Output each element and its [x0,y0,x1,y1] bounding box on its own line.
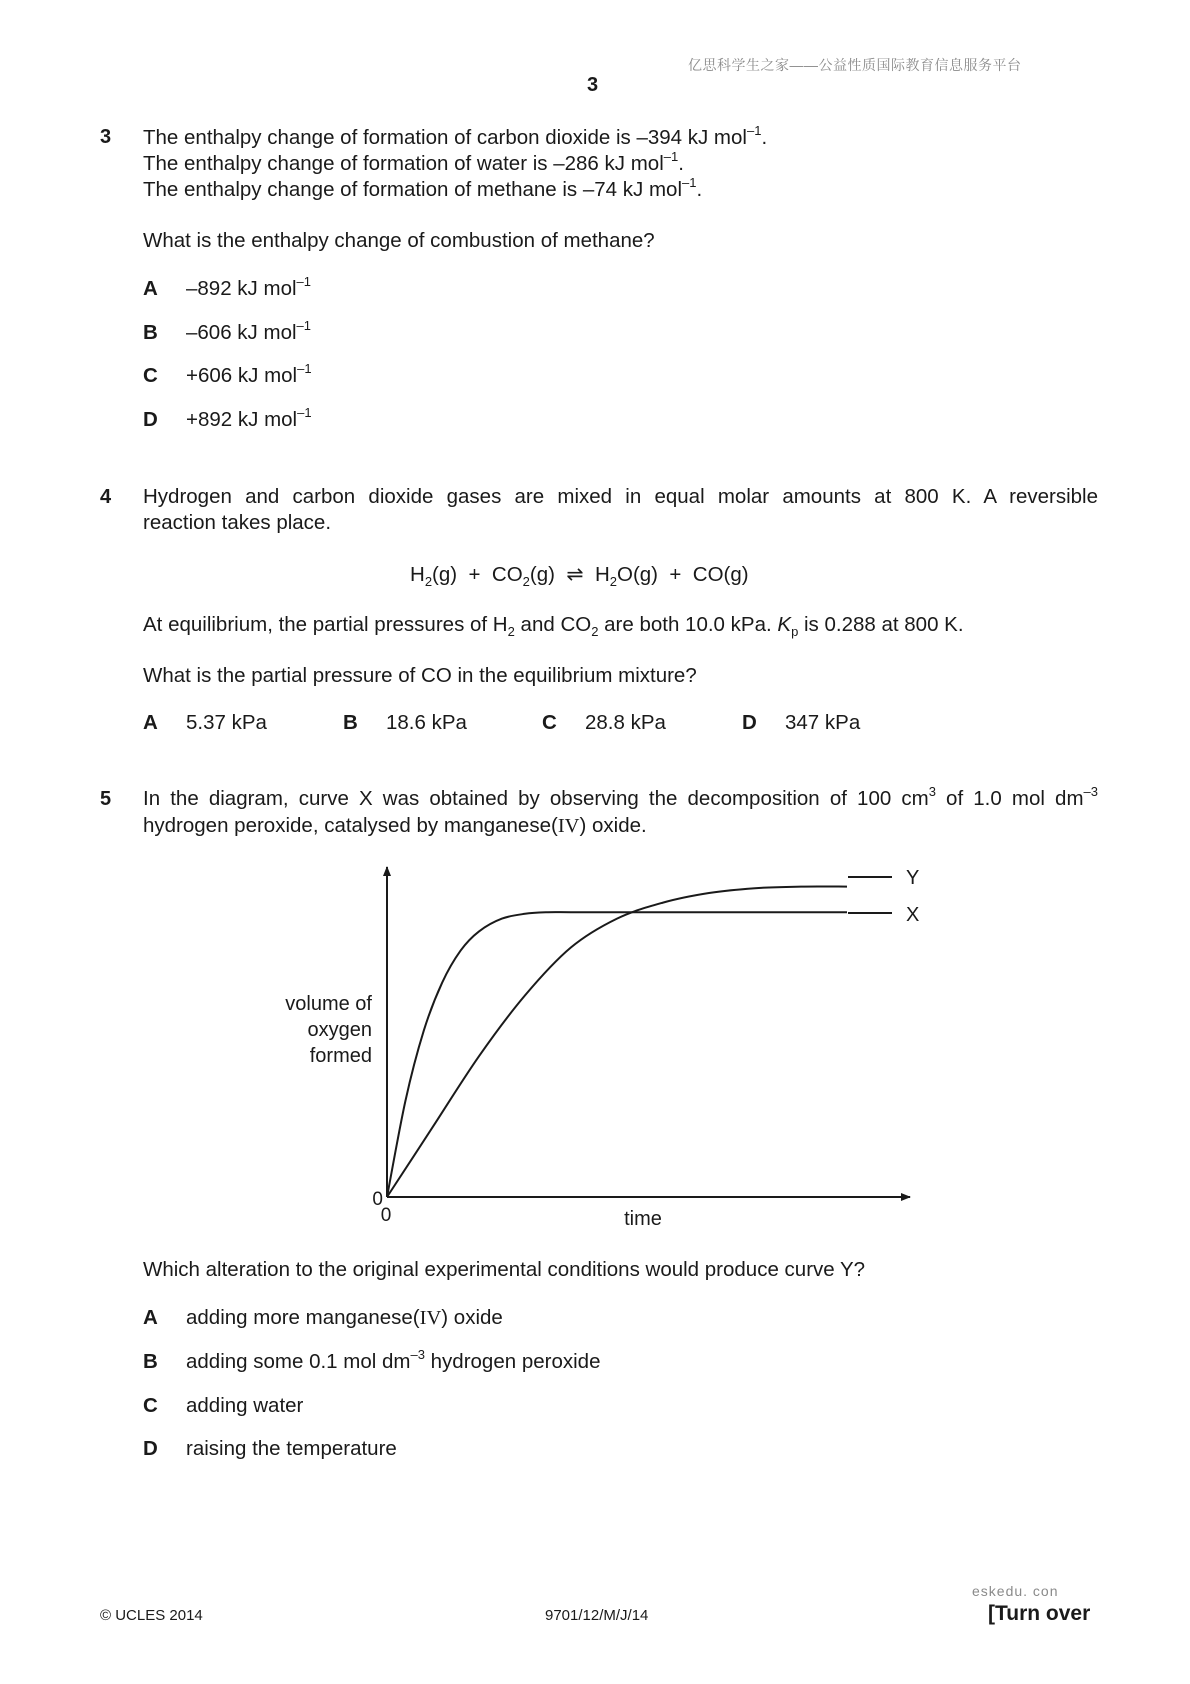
q3-option-d: +892 kJ mol$^{-1}$ [186,405,312,431]
curve-x [387,912,847,1197]
q5-option-a-letter: A [143,1306,158,1329]
q4-option-d: 347 kPa [785,711,861,734]
q3-option-d-letter: D [143,408,158,431]
y-axis-label-line-2: oxygen [307,1019,372,1041]
series-label-y: Y [906,867,920,889]
q3-line-1: The enthalpy change of formation of carbon dioxide is –394 kJ mol$^{-1}$. [143,123,768,149]
x-axis-label: time [624,1208,662,1230]
q3-option-b-letter: B [143,321,158,344]
q5-option-d-letter: D [143,1437,158,1460]
q3-option-a-letter: A [143,277,158,300]
equilibrium-arrow: ⇌ [566,562,584,586]
q5-option-b-letter: B [143,1350,158,1373]
q5-option-b: adding some 0.1 mol $dm^{-3}$ hydrogen peroxide [186,1347,601,1373]
q4-equation: $H_2(g) + CO_2(g)$ ⇌ $H_2O(g) + CO(g)$ [410,562,749,589]
oxygen-volume-chart [240,855,940,1245]
paper-code: 9701/12/M/J/14 [545,1607,649,1624]
origin-y-label: 0 [372,1189,383,1210]
copyright: © UCLES 2014 [100,1607,203,1624]
y-axis-label-line-3: formed [309,1045,372,1067]
q4-option-b: 18.6 kPa [386,711,467,734]
q4-option-b-letter: B [343,711,358,734]
q3-option-a: –892 kJ mol$^{-1}$ [186,274,311,300]
page-number: 3 [587,74,599,96]
q4-option-a-letter: A [143,711,158,734]
series-label-x: X [906,904,920,926]
q3-line-3: The enthalpy change of formation of methane is –74 kJ mol$^{-1}$. [143,175,703,201]
q5-line-1: In the diagram, curve X was obtained by observing the decomposition of 100 $cm^3$ of 1.0 mol $dm^{-3}$ [143,784,1098,810]
q3-option-c-letter: C [143,364,158,387]
origin-x-label: 0 [380,1205,392,1226]
q5-option-a: adding more manganese(IV) oxide [186,1306,503,1329]
y-axis-label-line-1: volume of [285,993,372,1015]
footer-watermark: eskedu. con [972,1583,1059,1599]
q3-option-c: +606 kJ mol$^{-1}$ [186,361,312,387]
question-number-5: 5 [100,788,112,810]
q4-option-a: 5.37 kPa [186,711,267,734]
q3-line-2: The enthalpy change of formation of water is –286 kJ mol$^{-1}$. [143,149,684,175]
turn-over: [Turn over [988,1602,1091,1625]
q5-question: Which alteration to the original experimental conditions would produce curve Y? [143,1258,866,1281]
q4-option-c-letter: C [542,711,557,734]
q5-line-2: hydrogen peroxide, catalysed by manganese(IV) oxide. [143,814,647,837]
q4-equilibrium-statement: At equilibrium, the partial pressures of $H_2$ and $CO_2$ are both 10.0 kPa. $K_p$ is 0.288 at 800 K. [143,613,964,639]
q4-line-1: Hydrogen and carbon dioxide gases are mixed in equal molar amounts at 800 K. A reversible [143,485,1098,508]
q3-option-b: –606 kJ mol$^{-1}$ [186,318,311,344]
question-number-3: 3 [100,126,112,148]
q4-question: What is the partial pressure of CO in the equilibrium mixture? [143,664,697,687]
q4-option-c: 28.8 kPa [585,711,666,734]
q4-line-2: reaction takes place. [143,511,332,534]
question-number-4: 4 [100,486,112,508]
curve-y [387,886,847,1197]
q3-question: What is the enthalpy change of combustion of methane? [143,229,655,252]
q5-option-d: raising the temperature [186,1437,397,1460]
q4-option-d-letter: D [742,711,757,734]
header-watermark: 亿思科学生之家——公益性质国际教育信息服务平台 [688,57,1022,73]
q5-option-c: adding water [186,1394,304,1417]
q5-option-c-letter: C [143,1394,158,1417]
